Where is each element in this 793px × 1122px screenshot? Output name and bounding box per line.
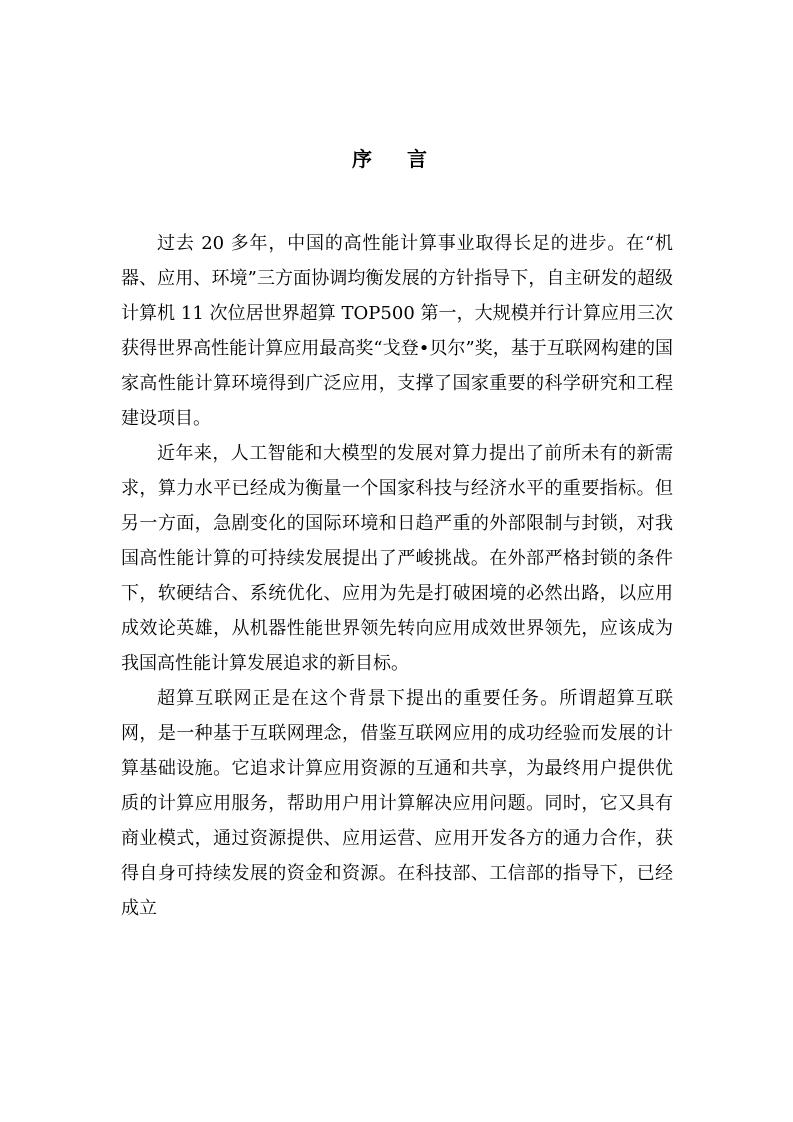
preface-body [121,226,673,926]
page-title: 序 言 [352,147,441,171]
paragraph-2: 近年来，人工智能和大模型的发展对算力提出了前所未有的新需求，算力水平已经成为衡量一个国家科技与经济水平的重要指标。但另一方面，急剧变化的国际环境和日趋严重的外部限制与封锁，对我国高性能计算的可持续发展提出了严峻挑战。在外部严格封锁的条件下，软硬结合、系统优化、应用为先是打破困境的必然出路，以应用成效论英雄，从机器性能世界领先转向应用成效世界领先，应该成为我国高性能计算发展追求的新目标。 [121,443,673,674]
paragraph-3: 超算互联网正是在这个背景下提出的重要任务。所谓超算互联网，是一种基于互联网理念，借鉴互联网应用的成功经验而发展的计算基础设施。它追求计算应用资源的互通和共享，为最终用户提供优质的计算应用服务，帮助用户用计算解决应用问题。同时，它又具有商业模式，通过资源提供、应用运营、应用开发各方的通力合作，获得自身可持续发展的资金和资源。在科技部、工信部的指导下，已经成立 [121,688,673,919]
paragraph-1: 过去 20 多年，中国的高性能计算事业取得长足的进步。在“机器、应用、环境”三方面协调均衡发展的方针指导下，自主研发的超级计算机 11 次位居世界超算 TOP500 第一，大规模并行计算应用三次获得世界高性能计算应用最高奖“戈登•贝尔”奖，基于互联网构建的国家高性能计算环境得到广泛应用，支撑了国家重要的科学研究和工程建设项目。 [121,233,673,429]
